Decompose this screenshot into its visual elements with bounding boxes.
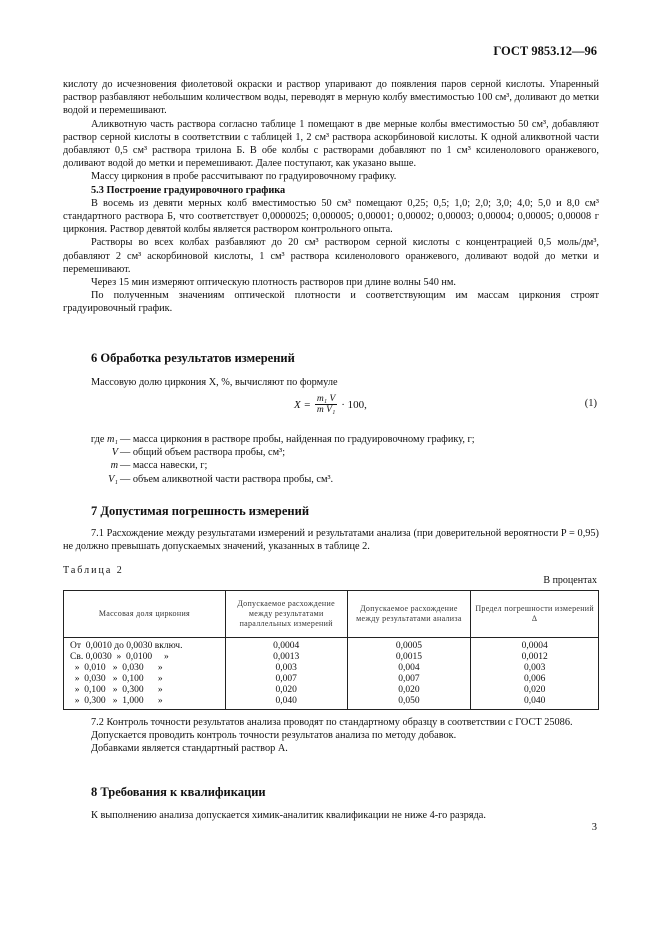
section-8-heading: 8 Требования к квалификации bbox=[91, 785, 266, 799]
paragraph: Аликвотную часть раствора согласно таблице 1 помещают в две мерные колбы вместимостью 50 см³, добавляют раствор серной кислоты в соответствии с таблицей 1, 2 см³ раствора аскорбиновой кислоты. К одной аликвотной части добавляют 0,5 см³ раствора трилона Б. В обе колбы с растворами добавляют по 1 см³ ксиленолового оранжевого, доливают водой до метки и перемешивают. Далее поступают, как указано выше. bbox=[63, 118, 599, 170]
paragraph: 7.1 Расхождение между результатами измерений и результатами анализа (при доверительной вероятности P = 0,95) не должно превышать допускаемых значений, указанных в таблице 2. bbox=[63, 528, 599, 553]
table-cell: 0,006 bbox=[471, 674, 599, 685]
table-cell: » 0,030 » 0,100 » bbox=[64, 674, 226, 685]
formula-definitions bbox=[63, 433, 475, 486]
paragraph: Добавками является стандартный раствор А. bbox=[91, 743, 288, 755]
table-cell: 0,020 bbox=[471, 685, 599, 696]
table-cell: » 0,100 » 0,300 » bbox=[64, 685, 226, 696]
table-cell: 0,0013 bbox=[225, 652, 347, 663]
table-header: Допускаемое расхождение между результатами анализа bbox=[347, 591, 471, 638]
definition-text: — объем аликвотной части раствора пробы, см³. bbox=[120, 473, 334, 485]
table-header: Массовая доля циркония bbox=[64, 591, 226, 638]
table-caption: Таблица 2 bbox=[63, 565, 124, 576]
formula-fraction bbox=[315, 394, 337, 415]
page-number: 3 bbox=[591, 822, 597, 833]
table-cell: От 0,0010 до 0,0030 включ. bbox=[64, 638, 226, 653]
table-cell: 0,0004 bbox=[471, 638, 599, 653]
paragraph: К выполнению анализа допускается химик-аналитик квалификации не ниже 4-го разряда. bbox=[91, 810, 486, 821]
paragraph: Массу циркония в пробе рассчитывают по градуировочному графику. bbox=[91, 171, 397, 183]
table-header: Допускаемое расхождение между результатами параллельных измерений bbox=[225, 591, 347, 638]
table-cell: 0,004 bbox=[347, 663, 471, 674]
table-cell: 0,003 bbox=[225, 663, 347, 674]
definition-row bbox=[63, 446, 475, 459]
definition-row bbox=[63, 473, 475, 486]
definition-symbol: V bbox=[111, 447, 118, 459]
formula-number: (1) bbox=[584, 398, 597, 409]
standard-number: ГОСТ 9853.12—96 bbox=[493, 44, 597, 58]
table-header-row bbox=[64, 591, 599, 638]
formula bbox=[294, 394, 367, 415]
table-header: Предел погрешности измерений Δ bbox=[471, 591, 599, 638]
table-row bbox=[64, 696, 599, 710]
definition-text: — масса навески, г; bbox=[120, 460, 208, 472]
table-cell: 0,020 bbox=[347, 685, 471, 696]
section-6-heading: 6 Обработка результатов измерений bbox=[91, 351, 295, 365]
table-cell: 0,050 bbox=[347, 696, 471, 710]
paragraph: В восемь из девяти мерных колб вместимостью 50 см³ помещают 0,25; 0,5; 1,0; 2,0; 3,0; 4,0; 5,0 и 8,0 см³ стандартного раствора Б, что соответствует 0,0000025; 0,000005; 0,00001; 0,00002; 0,00003; 0,00004; 0,00005; 0,00008 г циркония. Раствор девятой колбы является раствором контрольного опыта. bbox=[63, 197, 599, 236]
section-8-text bbox=[63, 809, 599, 822]
table-cell: 0,007 bbox=[225, 674, 347, 685]
section-7-1 bbox=[63, 527, 599, 553]
table-cell: 0,0012 bbox=[471, 652, 599, 663]
table-cell: 0,0005 bbox=[347, 638, 471, 653]
table-row bbox=[64, 674, 599, 685]
definition-row bbox=[63, 433, 475, 446]
definition-symbol: где m₁ bbox=[90, 434, 118, 445]
paragraph: Массовую долю циркония X, %, вычисляют по формуле bbox=[91, 377, 338, 388]
definition-symbol: V₁ bbox=[108, 473, 118, 485]
table-row bbox=[64, 652, 599, 663]
formula-lhs: X = bbox=[294, 398, 311, 411]
formula-denominator: m V₁ bbox=[316, 405, 336, 415]
formula-rest: · 100, bbox=[341, 398, 367, 411]
paragraph: кислоту до исчезновения фиолетовой окраски и раствор упаривают до появления паров серной кислоты. Упаренный раствор разбавляют небольшим количеством воды, переводят в мерную колбу вместимостью 100 см³, доливают до метки водой и перемешивают. bbox=[63, 79, 599, 117]
table-unit: В процентах bbox=[543, 575, 597, 586]
definition-text: — масса циркония в растворе пробы, найденная по градуировочному графику, г; bbox=[120, 434, 475, 445]
table-cell: 0,040 bbox=[471, 696, 599, 710]
paragraph: По полученным значениям оптической плотности и соответствующим им массам циркония строят градуировочный график. bbox=[63, 290, 599, 315]
table-cell: 0,040 bbox=[225, 696, 347, 710]
table-row bbox=[64, 663, 599, 674]
paragraph: Допускается проводить контроль точности результатов анализа по методу добавок. bbox=[91, 730, 457, 742]
table-cell: » 0,300 » 1,000 » bbox=[64, 696, 226, 710]
section-7-2 bbox=[63, 716, 599, 756]
definition-symbol: m bbox=[110, 460, 118, 472]
section-7-heading: 7 Допустимая погрешность измерений bbox=[91, 504, 310, 518]
formula-numerator: m₁ V bbox=[316, 394, 336, 404]
paragraph: Растворы во всех колбах разбавляют до 20 см³ раствором серной кислоты с концентрацией 0,5 моль/дм³, добавляют 2 см³ аскорбиновой кислоты, 1 см³ раствора ксиленолового оранжевого, доливают водой до метки и перемешивают. bbox=[63, 237, 599, 275]
paragraph: Через 15 мин измеряют оптическую плотность растворов при длине волны 540 нм. bbox=[91, 277, 457, 289]
table-cell: 0,003 bbox=[471, 663, 599, 674]
paragraph: 7.2 Контроль точности результатов анализа проводят по стандартному образцу в соответствии с ГОСТ 25086. bbox=[91, 717, 573, 728]
table-cell: » 0,010 » 0,030 » bbox=[64, 663, 226, 674]
section-6-intro bbox=[63, 376, 599, 389]
table-cell: 0,020 bbox=[225, 685, 347, 696]
section-5-continued bbox=[63, 78, 599, 316]
table-row bbox=[64, 685, 599, 696]
definition-row bbox=[63, 459, 475, 472]
table-cell: 0,0004 bbox=[225, 638, 347, 653]
table-cell: Св. 0,0030 » 0,0100 » bbox=[64, 652, 226, 663]
table-row bbox=[64, 638, 599, 653]
table-cell: 0,007 bbox=[347, 674, 471, 685]
subsection-5-3-heading: 5.3 Построение градуировочного графика bbox=[91, 184, 286, 196]
table-cell: 0,0015 bbox=[347, 652, 471, 663]
definition-text: — общий объем раствора пробы, см³; bbox=[120, 447, 286, 459]
tolerance-table bbox=[63, 590, 599, 710]
